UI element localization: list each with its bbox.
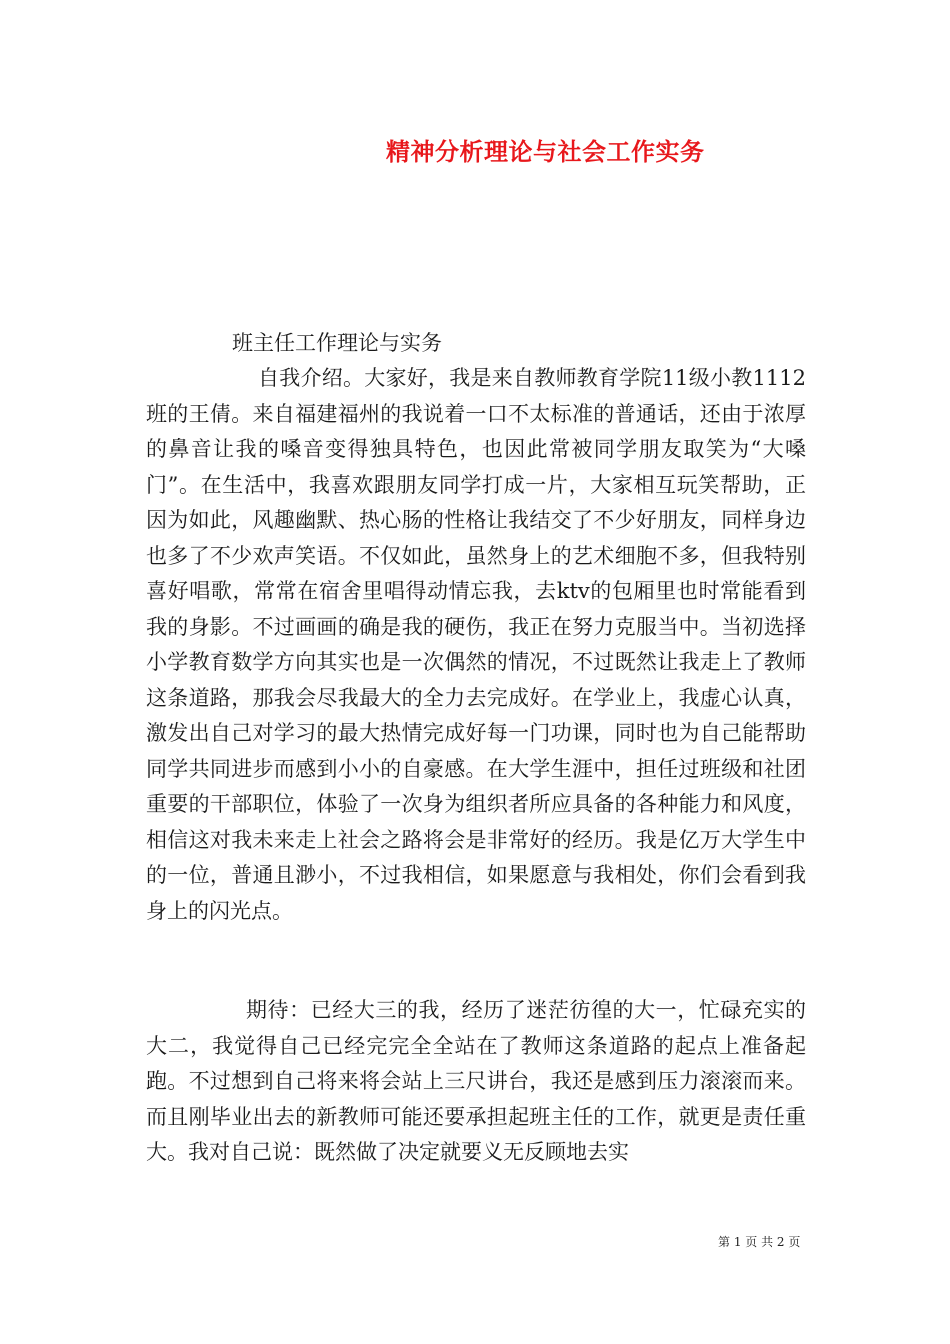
document-subtitle: 班主任工作理论与实务 bbox=[232, 331, 442, 355]
page-number: 第 1 页 共 2 页 bbox=[718, 1235, 801, 1249]
document-title: 精神分析理论与社会工作实务 bbox=[386, 138, 705, 166]
paragraph-self-introduction: 自我介绍。大家好，我是来自教师教育学院11级小教1112班的王倩。来自福建福州的我说着一口不太标准的普通话，还由于浓厚的鼻音让我的嗓音变得独具特色，也因此常被同学朋友取笑为“大嗓门”。在生活中，我喜欢跟朋友同学打成一片，大家相互玩笑帮助，正因为如此，风趣幽默、热心肠的性格让我结交了不少好朋友，同样身边也多了不少欢声笑语。不仅如此，虽然身上的艺术细胞不多，但我特别喜好唱歌，常常在宿舍里唱得动情忘我，去ktv的包厢里也时常能看到我的身影。不过画画的确是我的硬伤，我正在努力克服当中。当初选择小学教育数学方向其实也是一次偶然的情况，不过既然让我走上了教师这条道路，那我会尽我最大的全力去完成好。在学业上，我虚心认真，激发出自己对学习的最大热情完成好每一门功课，同时也为自己能帮助同学共同进步而感到小小的自豪感。在大学生涯中，担任过班级和社团重要的干部职位，体验了一次身为组织者所应具备的各种能力和风度，相信这对我未来走上社会之路将会是非常好的经历。我是亿万大学生中的一位，普通且渺小，不过我相信，如果愿意与我相处，你们会看到我身上的闪光点。 bbox=[146, 366, 806, 923]
paragraph-expectation: 期待：已经大三的我，经历了迷茫彷徨的大一，忙碌充实的大二，我觉得自己已经完完全全站在了教师这条道路的起点上准备起跑。不过想到自己将来将会站上三尺讲台，我还是感到压力滚滚而来。而且刚毕业出去的新教师可能还要承担起班主任的工作，就更是责任重大。我对自己说：既然做了决定就要义无反顾地去实 bbox=[146, 998, 806, 1164]
